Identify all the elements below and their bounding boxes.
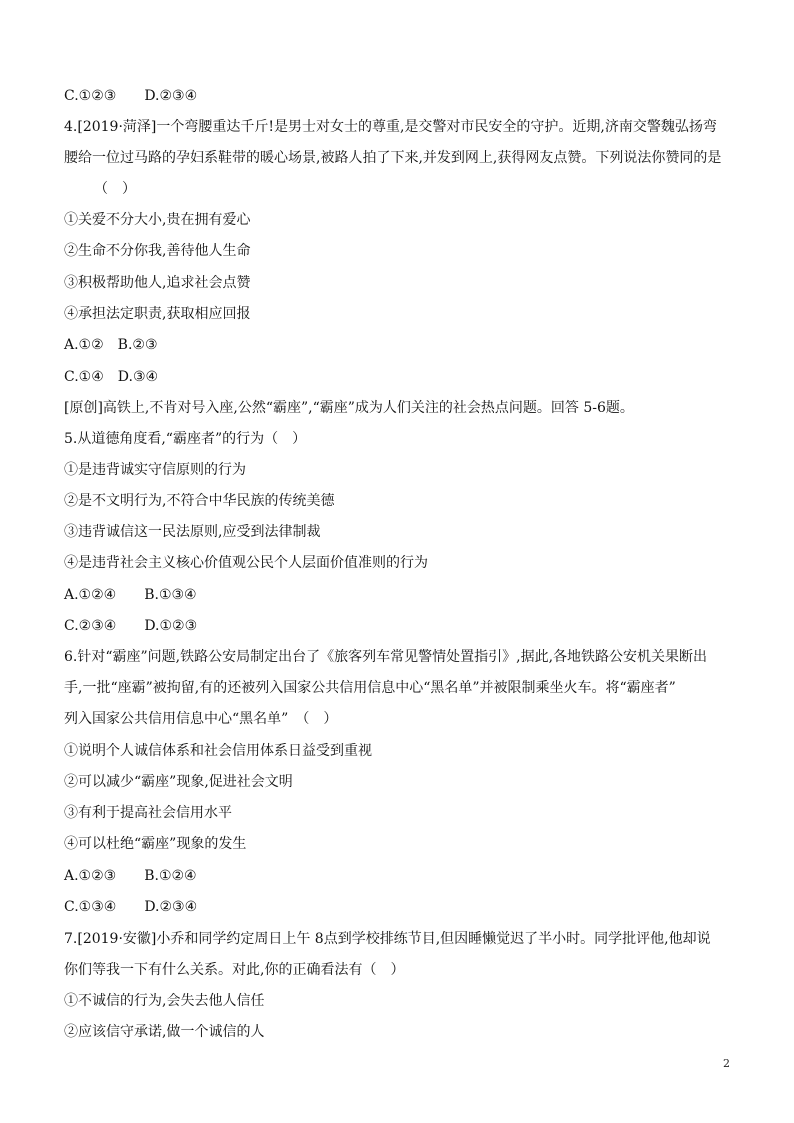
q4-item-4: ④承担法定职责,获取相应回报 xyxy=(64,306,251,322)
q6-stem-line2: 手,一批“座霸”被拘留,有的还被列入国家公共信用信息中心“黑名单”并被限制乘坐火车。将“霸座者” xyxy=(64,680,676,696)
page-number: 2 xyxy=(723,1057,730,1070)
q6-item-3: ③有利于提高社会信用水平 xyxy=(64,805,232,821)
q4-answer-bracket: （ ） xyxy=(94,181,136,197)
q5-options-cd: C.②③④ D.①②③ xyxy=(64,618,198,634)
q5-stem: 5.从道德角度看,“霸座者”的行为（ ） xyxy=(64,431,307,447)
q6-options-ab: A.①②③ B.①②④ xyxy=(64,868,197,884)
q6-options-cd: C.①③④ D.②③④ xyxy=(64,899,198,915)
q5-6-intro: [原创]高铁上,不肯对号入座,公然“霸座”,“霸座”成为人们关注的社会热点问题。回答 5-6题。 xyxy=(64,400,634,416)
q5-item-2: ②是不文明行为,不符合中华民族的传统美德 xyxy=(64,493,335,509)
q6-item-4: ④可以杜绝“霸座”现象的发生 xyxy=(64,836,247,852)
q7-item-1: ①不诚信的行为,会失去他人信任 xyxy=(64,993,265,1009)
q6-item-2: ②可以减少“霸座”现象,促进社会文明 xyxy=(64,774,293,790)
q4-options-ab: A.①② B.②③ xyxy=(64,337,158,353)
q4-stem-line1: 4.[2019·菏泽]一个弯腰重达千斤!是男士对女士的尊重,是交警对市民安全的守护。近期,济南交警魏弘扬弯 xyxy=(64,119,717,135)
q5-item-1: ①是违背诚实守信原则的行为 xyxy=(64,462,246,478)
q7-item-2: ②应该信守承诺,做一个诚信的人 xyxy=(64,1024,265,1040)
q3-options-cd: C.①②③ D.②③④ xyxy=(64,88,198,104)
q4-item-3: ③积极帮助他人,追求社会点赞 xyxy=(64,275,251,291)
q4-options-cd: C.①④ D.③④ xyxy=(64,369,159,385)
q5-item-4: ④是违背社会主义核心价值观公民个人层面价值准则的行为 xyxy=(64,555,428,571)
q6-stem-line3: 列入国家公共信用信息中心“黑名单” （ ） xyxy=(64,711,338,727)
q4-item-1: ①关爱不分大小,贵在拥有爱心 xyxy=(64,212,251,228)
q5-options-ab: A.①②④ B.①③④ xyxy=(64,587,197,603)
q6-stem-line1: 6.针对“霸座”问题,铁路公安局制定出台了《旅客列车常见警情处置指引》,据此,各地铁路公安机关果断出 xyxy=(64,649,708,665)
q7-stem-line2: 你们等我一下有什么关系。对此,你的正确看法有（ ） xyxy=(64,962,405,978)
q7-stem-line1: 7.[2019·安徽]小乔和同学约定周日上午 8点到学校排练节目,但因睡懒觉迟了半小时。同学批评他,他却说 xyxy=(64,931,711,947)
q5-item-3: ③违背诚信这一民法原则,应受到法律制裁 xyxy=(64,524,321,540)
q4-item-2: ②生命不分你我,善待他人生命 xyxy=(64,243,251,259)
q4-stem-line2: 腰给一位过马路的孕妇系鞋带的暖心场景,被路人拍了下来,并发到网上,获得网友点赞。下列说法你赞同的是 xyxy=(64,150,722,166)
q6-item-1: ①说明个人诚信体系和社会信用体系日益受到重视 xyxy=(64,743,372,759)
